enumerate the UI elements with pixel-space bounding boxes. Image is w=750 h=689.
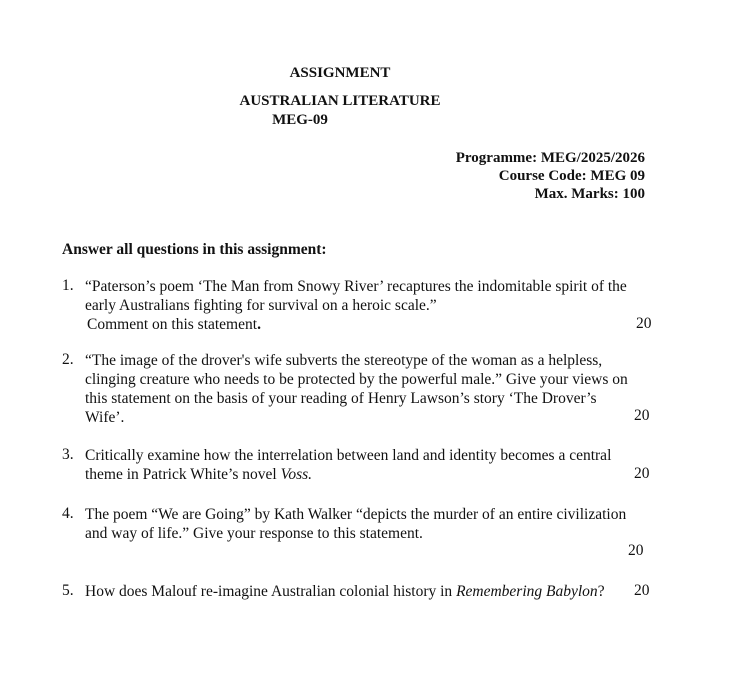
novel-title: Voss. bbox=[280, 466, 313, 483]
question-1-comment bbox=[87, 315, 261, 334]
question-5-prefix: How does Malouf re-imagine Australian colonial history in bbox=[85, 583, 457, 600]
question-number: 2. bbox=[62, 351, 74, 368]
question-number: 4. bbox=[62, 505, 74, 522]
question-5-suffix: ? bbox=[597, 583, 605, 600]
question-5-marks: 20 bbox=[634, 582, 650, 599]
programme-line: Programme: MEG/2025/2026 bbox=[455, 150, 645, 166]
question-line: Wife’. bbox=[85, 409, 125, 426]
question-4-text bbox=[85, 505, 626, 543]
course-code-line: Course Code: MEG 09 bbox=[498, 168, 645, 184]
question-3-text bbox=[85, 446, 611, 484]
question-line: early Australians fighting for survival on a heroic scale.” bbox=[85, 297, 437, 314]
max-marks-line: Max. Marks: 100 bbox=[534, 186, 645, 202]
question-line: and way of life.” Give your response to this statement. bbox=[85, 525, 423, 542]
question-1-text bbox=[85, 277, 627, 315]
course-subject: AUSTRALIAN LITERATURE bbox=[239, 93, 441, 109]
question-line bbox=[85, 582, 605, 601]
course-code-heading: MEG-09 bbox=[272, 112, 328, 128]
question-line: Critically examine how the interrelation between land and identity becomes a central bbox=[85, 447, 612, 464]
question-5-text bbox=[85, 582, 605, 601]
novel-title: Remembering Babylon bbox=[456, 583, 598, 600]
instruction-heading: Answer all questions in this assignment: bbox=[62, 241, 327, 258]
question-1-marks: 20 bbox=[636, 315, 652, 332]
comment-text: Comment on this statement bbox=[87, 316, 258, 333]
question-number: 1. bbox=[62, 277, 74, 294]
question-number: 5. bbox=[62, 582, 74, 599]
question-line: “Paterson’s poem ‘The Man from Snowy River’ recaptures the indomitable spirit of the bbox=[85, 278, 627, 295]
question-line bbox=[85, 465, 611, 484]
question-2-marks: 20 bbox=[634, 407, 650, 424]
doc-title: ASSIGNMENT bbox=[289, 65, 391, 81]
question-line: clinging creature who needs to be protected by the powerful male.” Give your views on bbox=[85, 371, 628, 388]
comment-period: . bbox=[257, 316, 261, 333]
question-line: The poem “We are Going” by Kath Walker “depicts the murder of an entire civilization bbox=[85, 506, 627, 523]
question-number: 3. bbox=[62, 446, 74, 463]
question-line: this statement on the basis of your reading of Henry Lawson’s story ‘The Drover’s bbox=[85, 390, 597, 407]
question-3-marks: 20 bbox=[634, 465, 650, 482]
question-line-prefix: theme in Patrick White’s novel bbox=[85, 466, 281, 483]
question-2-text bbox=[85, 351, 628, 427]
question-line: “The image of the drover's wife subverts the stereotype of the woman as a helpless, bbox=[85, 352, 603, 369]
question-4-marks: 20 bbox=[628, 542, 644, 559]
